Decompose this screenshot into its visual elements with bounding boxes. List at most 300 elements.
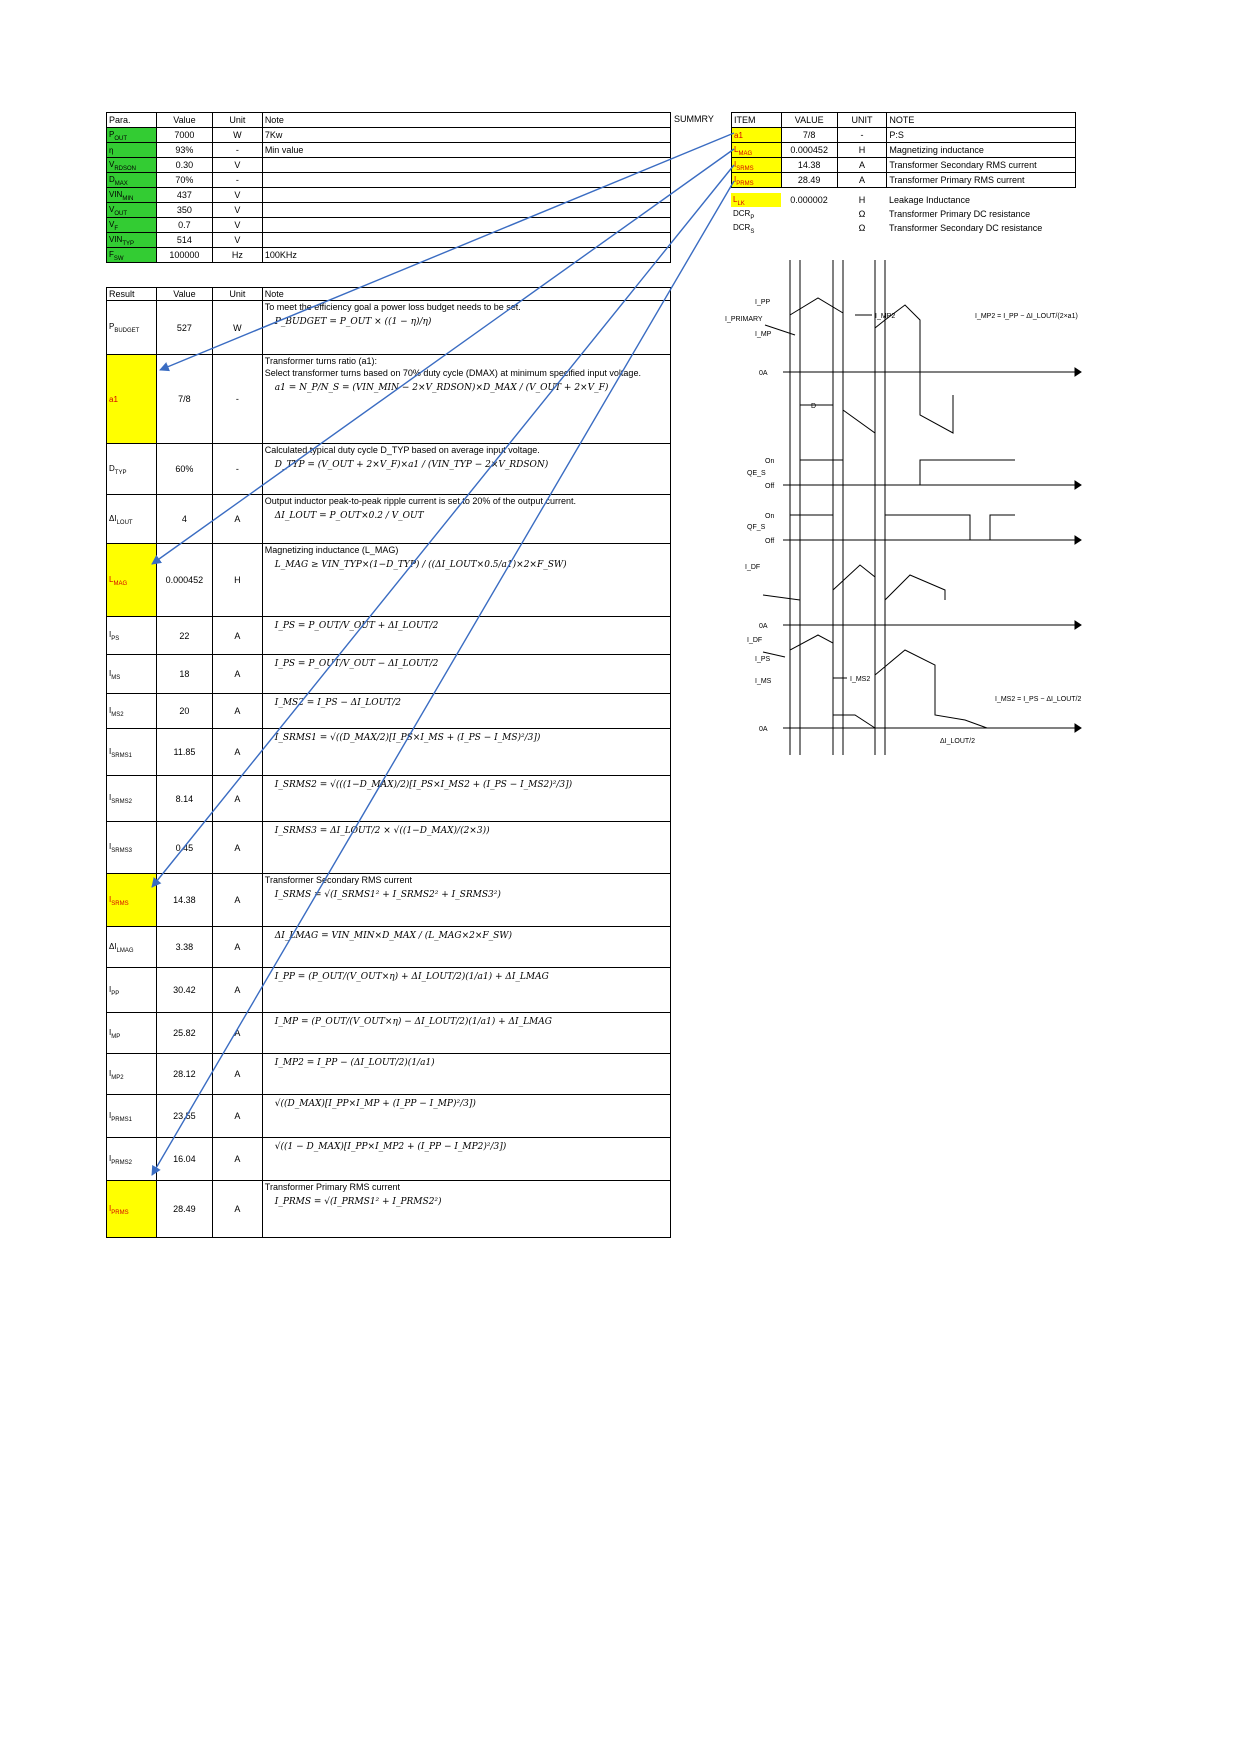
result-unit: - xyxy=(212,444,262,495)
summary-row xyxy=(732,128,1076,143)
summary-header-row xyxy=(732,113,1076,128)
result-note-text: To meet the efficiency goal a power loss budget needs to be set. xyxy=(264,302,521,312)
result-symbol xyxy=(107,1095,157,1138)
param-symbol xyxy=(107,188,157,203)
summary-extra-table xyxy=(731,193,1076,235)
summary-label: SUMMRY xyxy=(674,114,714,124)
result-symbol-text: I xyxy=(109,1203,112,1213)
result-value: 3.38 xyxy=(156,927,212,968)
result-symbol-text: ΔI xyxy=(109,513,117,523)
summary-symbol-subscript: SRMS xyxy=(736,165,754,172)
param-unit: V xyxy=(212,218,262,233)
summary-extra-unit: Ω xyxy=(858,209,866,219)
result-value: 25.82 xyxy=(156,1013,212,1054)
results-row xyxy=(107,1013,671,1054)
result-value: 60% xyxy=(156,444,212,495)
result-formula: a1 = N_P/N_S = (VIN_MIN − 2×V_RDSON)×D_MAX / (V_OUT + 2×V_F) xyxy=(274,383,609,393)
results-body xyxy=(107,301,671,1238)
param-symbol-subscript: F xyxy=(114,225,119,232)
param-symbol-subscript: RDSON xyxy=(114,165,137,172)
result-unit: A xyxy=(212,927,262,968)
result-symbol-text: I xyxy=(109,668,112,678)
param-value: 7000 xyxy=(156,128,212,143)
result-note-text: Calculated typical duty cycle D_TYP based on average input voltage. xyxy=(264,445,540,455)
summary-unit: H xyxy=(837,143,887,158)
param-note xyxy=(262,188,670,203)
result-unit: A xyxy=(212,655,262,694)
param-note: Min value xyxy=(262,143,670,158)
results-row xyxy=(107,874,671,927)
params-header-note: Note xyxy=(262,113,670,128)
param-symbol-text: VIN xyxy=(109,234,123,244)
result-symbol xyxy=(107,968,157,1013)
summary-extra-symbol-subscript: S xyxy=(750,228,755,235)
summary-unit: - xyxy=(837,128,887,143)
param-symbol-subscript: MIN xyxy=(122,195,134,202)
result-value: 30.42 xyxy=(156,968,212,1013)
summary-row xyxy=(732,173,1076,188)
result-symbol-text: P xyxy=(109,322,115,332)
result-symbol-subscript: PRMS2 xyxy=(111,1159,132,1166)
result-unit: W xyxy=(212,301,262,355)
label-imp2: I_MP2 xyxy=(875,313,896,320)
result-symbol-subscript: MP2 xyxy=(111,1074,124,1081)
result-note xyxy=(262,822,670,874)
summary-table xyxy=(731,112,1076,188)
param-symbol-text: η xyxy=(109,146,114,155)
results-row xyxy=(107,729,671,776)
param-symbol-text: V xyxy=(109,219,115,229)
summary-row xyxy=(732,143,1076,158)
result-note-text: Transformer Secondary RMS current xyxy=(264,875,412,885)
params-row xyxy=(107,248,671,263)
summary-extra-symbol xyxy=(731,221,781,235)
results-header-note: Note xyxy=(262,288,670,301)
param-symbol xyxy=(107,128,157,143)
results-table xyxy=(106,287,671,1238)
summary-note: P:S xyxy=(887,128,1076,143)
result-formula: ΔI_LMAG = VIN_MIN×D_MAX / (L_MAG×2×F_SW) xyxy=(274,931,513,941)
result-symbol-subscript: SRMS2 xyxy=(111,798,132,805)
params-table xyxy=(106,112,671,263)
param-value: 70% xyxy=(156,173,212,188)
result-value: 22 xyxy=(156,617,212,655)
result-symbol-subscript: MAG xyxy=(113,580,128,587)
result-formula: I_PRMS = √(I_PRMS1² + I_PRMS2²) xyxy=(274,1197,442,1207)
result-symbol-text: I xyxy=(109,746,112,756)
summary-row xyxy=(732,158,1076,173)
result-unit: A xyxy=(212,1054,262,1095)
param-symbol xyxy=(107,233,157,248)
result-symbol-subscript: PS xyxy=(111,635,120,642)
param-symbol xyxy=(107,218,157,233)
result-note-text: Magnetizing inductance (L_MAG) xyxy=(264,545,399,555)
result-formula: L_MAG ≥ VIN_TYP×(1−D_TYP) / ((ΔI_LOUT×0.5/a1)×2×F_SW) xyxy=(274,560,567,570)
result-symbol-subscript: SRMS xyxy=(111,900,129,907)
param-value: 93% xyxy=(156,143,212,158)
summary-extra-note: Transformer Primary DC resistance xyxy=(889,209,1031,219)
summary-value: 28.49 xyxy=(781,173,837,188)
results-row xyxy=(107,1138,671,1181)
summary-note: Transformer Primary RMS current xyxy=(887,173,1076,188)
result-formula: I_SRMS3 = ΔI_LOUT/2 × √((1−D_MAX)/(2×3)) xyxy=(274,826,490,836)
result-note xyxy=(262,544,670,617)
results-row xyxy=(107,968,671,1013)
result-symbol xyxy=(107,776,157,822)
results-row xyxy=(107,1095,671,1138)
label-on-1: On xyxy=(765,458,775,465)
param-value: 0.7 xyxy=(156,218,212,233)
summary-extra-row xyxy=(731,221,1076,235)
result-symbol-subscript: SRMS1 xyxy=(111,752,132,759)
param-unit: - xyxy=(212,173,262,188)
param-unit: V xyxy=(212,233,262,248)
result-formula: √((1 − D_MAX)[I_PP×I_MP2 + (I_PP − I_MP2)²/3]) xyxy=(274,1142,507,1152)
summary-unit: A xyxy=(837,158,887,173)
param-symbol xyxy=(107,203,157,218)
result-symbol-subscript: LMAG xyxy=(116,947,134,954)
results-row xyxy=(107,694,671,729)
result-note xyxy=(262,1138,670,1181)
results-row xyxy=(107,617,671,655)
label-ims2-eq: I_MS2 = I_PS − ΔI_LOUT/2 xyxy=(995,696,1082,703)
params-header-para: Para. xyxy=(107,113,157,128)
result-symbol xyxy=(107,444,157,495)
label-zero-a-1: 0A xyxy=(759,370,768,377)
label-ims2: I_MS2 xyxy=(850,676,871,683)
summary-unit: A xyxy=(837,173,887,188)
param-note: 100KHz xyxy=(262,248,670,263)
result-unit: A xyxy=(212,1181,262,1238)
result-symbol-text: D xyxy=(109,463,115,473)
result-note xyxy=(262,776,670,822)
result-value: 28.49 xyxy=(156,1181,212,1238)
result-note-text: Transformer Primary RMS current xyxy=(264,1182,400,1192)
result-symbol-text: I xyxy=(109,894,112,904)
summary-symbol-text: I xyxy=(734,159,737,169)
params-row xyxy=(107,128,671,143)
label-dilout: ΔI_LOUT/2 xyxy=(940,738,976,745)
param-symbol xyxy=(107,158,157,173)
result-unit: A xyxy=(212,776,262,822)
result-value: 20 xyxy=(156,694,212,729)
label-idf: I_DF xyxy=(745,564,761,571)
result-symbol-subscript: PRMS1 xyxy=(111,1116,132,1123)
result-value: 0.000452 xyxy=(156,544,212,617)
summary-note: Magnetizing inductance xyxy=(887,143,1076,158)
results-row xyxy=(107,495,671,544)
result-symbol xyxy=(107,729,157,776)
summary-symbol-subscript: PRMS xyxy=(736,180,754,187)
result-symbol-text: L xyxy=(109,574,114,584)
param-symbol-text: V xyxy=(109,159,115,169)
summary-body xyxy=(732,128,1076,188)
result-formula: I_SRMS = √(I_SRMS1² + I_SRMS2² + I_SRMS3²) xyxy=(274,890,501,900)
param-note xyxy=(262,218,670,233)
result-symbol-subscript: LOUT xyxy=(116,519,133,526)
result-note xyxy=(262,927,670,968)
param-symbol xyxy=(107,248,157,263)
param-value: 437 xyxy=(156,188,212,203)
label-ims: I_MS xyxy=(755,678,772,685)
param-symbol xyxy=(107,143,157,158)
result-formula: I_SRMS2 = √(((1−D_MAX)/2)[I_PS×I_MS2 + (I_PS − I_MS2)²/3]) xyxy=(274,780,573,790)
results-row xyxy=(107,1054,671,1095)
summary-extra-symbol-text: DCR xyxy=(733,208,751,218)
result-symbol xyxy=(107,495,157,544)
result-formula: P_BUDGET = P_OUT × ((1 − η)/η) xyxy=(274,317,432,327)
summary-symbol-text: a1 xyxy=(734,131,743,140)
result-value: 28.12 xyxy=(156,1054,212,1095)
result-formula: √((D_MAX)[I_PP×I_MP + (I_PP − I_MP)²/3]) xyxy=(274,1099,476,1109)
label-qe: QE_S xyxy=(747,470,766,477)
result-note xyxy=(262,968,670,1013)
result-note-text: Transformer turns ratio (a1): Select transformer turns based on 70% duty cycle (DMAX) at minimum specified input voltage. xyxy=(264,356,641,378)
result-note xyxy=(262,694,670,729)
result-formula: I_MP2 = I_PP − (ΔI_LOUT/2)(1/a1) xyxy=(274,1058,435,1068)
result-note xyxy=(262,1095,670,1138)
results-row xyxy=(107,1181,671,1238)
result-symbol xyxy=(107,617,157,655)
label-imp: I_MP xyxy=(755,331,772,338)
result-value: 11.85 xyxy=(156,729,212,776)
summary-extra-body xyxy=(731,193,1076,235)
result-unit: - xyxy=(212,355,262,444)
params-row xyxy=(107,173,671,188)
summary-extra-symbol-subscript: LK xyxy=(737,200,745,207)
summary-symbol xyxy=(732,173,782,188)
results-row xyxy=(107,655,671,694)
summary-extra-note: Transformer Secondary DC resistance xyxy=(889,223,1043,233)
param-unit: W xyxy=(212,128,262,143)
summary-extra-symbol-subscript: P xyxy=(750,214,755,221)
result-unit: H xyxy=(212,544,262,617)
params-row xyxy=(107,158,671,173)
summary-header-item: ITEM xyxy=(732,113,782,128)
params-header-value: Value xyxy=(156,113,212,128)
param-symbol-text: V xyxy=(109,204,115,214)
result-formula: I_PP = (P_OUT/(V_OUT×η) + ΔI_LOUT/2)(1/a1) + ΔI_LMAG xyxy=(274,972,549,982)
summary-extra-value xyxy=(781,207,837,221)
summary-symbol-subscript: MAG xyxy=(738,150,753,157)
param-symbol-text: VIN xyxy=(109,189,123,199)
results-header-result: Result xyxy=(107,288,157,301)
results-row xyxy=(107,822,671,874)
result-value: 7/8 xyxy=(156,355,212,444)
result-symbol-subscript: SRMS3 xyxy=(111,847,132,854)
param-value: 350 xyxy=(156,203,212,218)
summary-symbol xyxy=(732,128,782,143)
label-imp2-eq: I_MP2 = I_PP − ΔI_LOUT/(2×a1) xyxy=(975,313,1078,320)
result-value: 23.55 xyxy=(156,1095,212,1138)
result-formula: ΔI_LOUT = P_OUT×0.2 / V_OUT xyxy=(274,511,424,521)
result-note xyxy=(262,1054,670,1095)
results-row xyxy=(107,301,671,355)
results-row xyxy=(107,444,671,495)
result-formula: D_TYP = (V_OUT + 2×V_F)×a1 / (VIN_TYP − 2×V_RDSON) xyxy=(274,460,549,470)
result-symbol-subscript: MS2 xyxy=(111,711,124,718)
result-symbol-text: I xyxy=(109,1153,112,1163)
result-unit: A xyxy=(212,617,262,655)
param-unit: V xyxy=(212,158,262,173)
result-value: 16.04 xyxy=(156,1138,212,1181)
result-formula: I_PS = P_OUT/V_OUT + ΔI_LOUT/2 xyxy=(274,621,439,631)
result-unit: A xyxy=(212,1013,262,1054)
result-symbol xyxy=(107,1181,157,1238)
param-value: 0.30 xyxy=(156,158,212,173)
result-note xyxy=(262,1013,670,1054)
param-note xyxy=(262,158,670,173)
result-symbol-text: I xyxy=(109,984,112,994)
summary-extra-symbol xyxy=(731,193,781,207)
results-row xyxy=(107,776,671,822)
result-symbol-text: ΔI xyxy=(109,941,117,951)
result-note xyxy=(262,874,670,927)
results-row xyxy=(107,544,671,617)
summary-symbol xyxy=(732,158,782,173)
param-symbol-subscript: OUT xyxy=(114,210,128,217)
param-symbol-text: D xyxy=(109,174,115,184)
result-unit: A xyxy=(212,495,262,544)
results-header-unit: Unit xyxy=(212,288,262,301)
result-symbol xyxy=(107,822,157,874)
params-row xyxy=(107,188,671,203)
summary-header-note: NOTE xyxy=(887,113,1076,128)
result-note xyxy=(262,301,670,355)
label-off-2: Off xyxy=(765,538,775,545)
summary-extra-note: Leakage Inductance xyxy=(889,195,971,205)
label-ips: I_PS xyxy=(755,656,771,663)
result-symbol xyxy=(107,355,157,444)
result-symbol-text: I xyxy=(109,842,112,852)
param-note xyxy=(262,233,670,248)
param-unit: Hz xyxy=(212,248,262,263)
result-symbol xyxy=(107,1138,157,1181)
param-unit: V xyxy=(212,188,262,203)
result-symbol xyxy=(107,544,157,617)
result-note xyxy=(262,729,670,776)
result-note xyxy=(262,355,670,444)
label-iprimary: I_PRIMARY xyxy=(725,316,763,323)
label-idf-b: I_DF xyxy=(747,637,763,644)
result-symbol-subscript: PRMS xyxy=(111,1209,129,1216)
result-note xyxy=(262,617,670,655)
result-value: 8.14 xyxy=(156,776,212,822)
label-qf: QF_S xyxy=(747,524,766,531)
label-ipp: I_PP xyxy=(755,299,771,306)
summary-extra-row xyxy=(731,207,1076,221)
result-value: 527 xyxy=(156,301,212,355)
result-symbol xyxy=(107,927,157,968)
result-note xyxy=(262,1181,670,1238)
param-symbol-text: P xyxy=(109,129,115,139)
result-symbol xyxy=(107,1054,157,1095)
summary-note: Transformer Secondary RMS current xyxy=(887,158,1076,173)
result-symbol xyxy=(107,301,157,355)
params-row xyxy=(107,203,671,218)
result-value: 14.38 xyxy=(156,874,212,927)
params-body xyxy=(107,128,671,263)
result-unit: A xyxy=(212,874,262,927)
result-value: 4 xyxy=(156,495,212,544)
summary-extra-symbol-text: DCR xyxy=(733,222,751,232)
label-on-2: On xyxy=(765,513,775,520)
summary-value: 0.000452 xyxy=(781,143,837,158)
result-symbol-subscript: MP xyxy=(111,1033,121,1040)
param-symbol xyxy=(107,173,157,188)
summary-extra-unit: Ω xyxy=(858,223,866,233)
result-symbol xyxy=(107,1013,157,1054)
result-symbol xyxy=(107,655,157,694)
param-unit: - xyxy=(212,143,262,158)
result-symbol-text: I xyxy=(109,630,112,640)
result-unit: A xyxy=(212,694,262,729)
label-zero-a-2: 0A xyxy=(759,623,768,630)
summary-symbol xyxy=(732,143,782,158)
results-row xyxy=(107,927,671,968)
param-note: 7Kw xyxy=(262,128,670,143)
waveform-diagram xyxy=(725,255,1085,765)
results-header-value: Value xyxy=(156,288,212,301)
result-unit: A xyxy=(212,1095,262,1138)
label-off-1: Off xyxy=(765,483,775,490)
results-header-row xyxy=(107,288,671,301)
result-symbol-subscript: BUDGET xyxy=(114,327,140,334)
result-note xyxy=(262,444,670,495)
summary-extra-symbol xyxy=(731,207,781,221)
result-note xyxy=(262,495,670,544)
result-formula: I_SRMS1 = √((D_MAX/2)[I_PS×I_MS + (I_PS − I_MS)²/3]) xyxy=(274,733,541,743)
result-symbol-text: a1 xyxy=(109,395,118,404)
result-symbol-text: I xyxy=(109,1068,112,1078)
summary-extra-value xyxy=(781,221,837,235)
result-formula: I_MS2 = I_PS − ΔI_LOUT/2 xyxy=(274,698,402,708)
result-symbol-subscript: MS xyxy=(111,674,121,681)
result-symbol-text: I xyxy=(109,705,112,715)
label-d: D xyxy=(811,403,817,410)
summary-header-unit: UNIT xyxy=(837,113,887,128)
result-unit: A xyxy=(212,822,262,874)
params-row xyxy=(107,233,671,248)
result-symbol-subscript: PP xyxy=(111,990,120,997)
results-row xyxy=(107,355,671,444)
params-row xyxy=(107,143,671,158)
result-formula: I_MP = (P_OUT/(V_OUT×η) − ΔI_LOUT/2)(1/a1) + ΔI_LMAG xyxy=(274,1017,552,1027)
summary-header-value: VALUE xyxy=(781,113,837,128)
summary-symbol-text: L xyxy=(734,144,739,154)
params-header-unit: Unit xyxy=(212,113,262,128)
label-zero-a-3: 0A xyxy=(759,726,768,733)
result-unit: A xyxy=(212,968,262,1013)
summary-symbol-text: I xyxy=(734,174,737,184)
summary-extra-symbol-text: L xyxy=(733,194,738,204)
param-symbol-text: F xyxy=(109,249,114,259)
params-header-row xyxy=(107,113,671,128)
result-symbol-text: I xyxy=(109,1027,112,1037)
param-symbol-subscript: SW xyxy=(113,255,124,262)
result-symbol xyxy=(107,874,157,927)
param-value: 514 xyxy=(156,233,212,248)
result-unit: A xyxy=(212,729,262,776)
result-symbol-subscript: TYP xyxy=(114,469,127,476)
result-note-text: Output inductor peak-to-peak ripple current is set to 20% of the output current. xyxy=(264,496,576,506)
summary-value: 7/8 xyxy=(781,128,837,143)
params-row xyxy=(107,218,671,233)
summary-value: 14.38 xyxy=(781,158,837,173)
param-symbol-subscript: TYP xyxy=(122,240,135,247)
result-value: 18 xyxy=(156,655,212,694)
result-formula: I_PS = P_OUT/V_OUT − ΔI_LOUT/2 xyxy=(274,659,439,669)
